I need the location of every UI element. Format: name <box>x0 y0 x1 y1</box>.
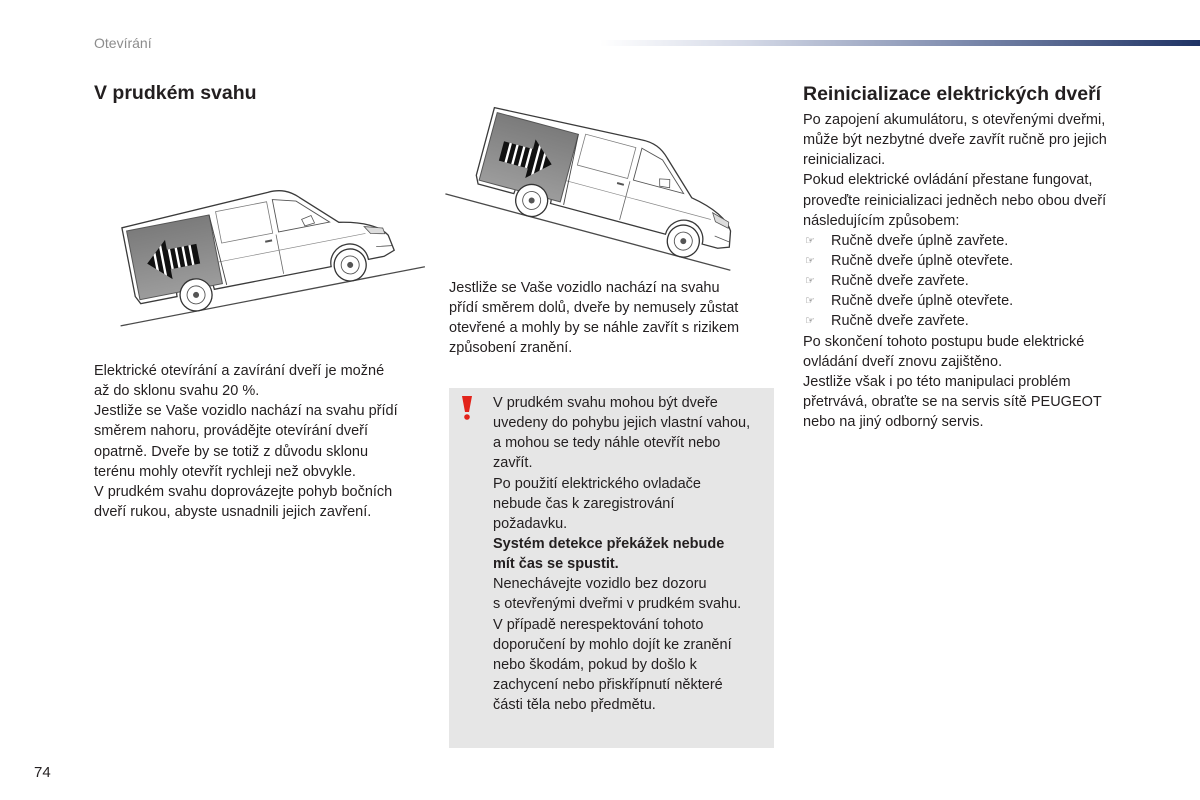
van-downhill-illustration <box>430 85 770 280</box>
warning-text <box>493 393 750 715</box>
page-number: 74 <box>34 764 51 781</box>
text-line: směrem nahoru, provádějte otevírání dveří <box>94 423 369 440</box>
text-line: Jestliže však i po této manipulaci problém <box>803 373 1071 390</box>
emphasis-paragraph <box>493 534 750 574</box>
text-line: nebude čas k zaregistrování <box>493 495 675 512</box>
text-line: nebo škodám, pokud by došlo k <box>493 656 697 673</box>
text-line: uvedeny do pohybu jejich vlastní vahou, <box>493 415 751 432</box>
reset-step <box>803 311 1107 331</box>
reset-step <box>803 251 1107 271</box>
pointing-hand-icon <box>805 311 815 331</box>
text-line: Jestliže se Vaše vozidlo nachází na svahu přídí <box>94 403 398 420</box>
text-line: může být nezbytné dveře zavřít ručně pro jejich <box>803 132 1107 149</box>
text-line: opatrně. Dveře by se totiž z důvodu sklonu <box>94 443 369 460</box>
text-line: V případě nerespektování tohoto <box>493 616 704 633</box>
text-line: otevřené a mohly by se náhle zavřít s rizikem <box>449 320 740 337</box>
text-line: V prudkém svahu mohou být dveře <box>493 395 718 411</box>
text-line: nebo na jiný odborný servis. <box>803 414 984 431</box>
step-text: Ručně dveře zavřete. <box>831 273 969 290</box>
downhill-text <box>449 278 739 359</box>
pointing-hand-icon <box>805 271 815 291</box>
text-line: následujícím způsobem: <box>803 212 960 229</box>
van-uphill-illustration <box>100 165 440 335</box>
text-line: Elektrické otevírání a zavírání dveří je možné <box>94 363 385 379</box>
text-line: Systém detekce překážek nebude <box>493 535 725 552</box>
text-line: terénu mohly otevřít rychleji než obvykle. <box>94 463 356 480</box>
step-text: Ručně dveře úplně otevřete. <box>831 293 1014 310</box>
reset-step <box>803 291 1107 311</box>
paragraph <box>94 482 398 522</box>
text-line: Po použití elektrického ovladače <box>493 475 701 492</box>
text-line: dveří rukou, abyste usnadnili jejich zavření. <box>94 503 372 520</box>
paragraph <box>94 361 398 401</box>
text-line: Po zapojení akumulátoru, s otevřenými dveřmi, <box>803 112 1106 128</box>
reset-step <box>803 231 1107 251</box>
section-title: Otevírání <box>94 35 152 51</box>
text-line: Po skončení tohoto postupu bude elektrické <box>803 333 1085 350</box>
text-line: požadavku. <box>493 515 568 532</box>
text-line: a mohou se tedy náhle otevřít nebo <box>493 435 721 452</box>
pointing-hand-icon <box>805 251 815 271</box>
text-line: zavřít. <box>493 455 533 472</box>
door-reset-heading: Reinicializace elektrických dveří <box>803 83 1102 105</box>
step-text: Ručně dveře zavřete. <box>831 313 969 330</box>
text-line: způsobení zranění. <box>449 340 573 357</box>
text-line: V prudkém svahu doprovázejte pohyb bočních <box>94 483 393 500</box>
paragraph <box>803 332 1107 372</box>
steep-slope-text <box>94 361 398 522</box>
text-line: Nenechávejte vozidlo bez dozoru <box>493 576 707 593</box>
text-line: až do sklonu svahu 20 %. <box>94 383 260 400</box>
paragraph <box>493 474 750 534</box>
paragraph <box>449 278 739 359</box>
warning-exclamation-icon <box>461 396 473 420</box>
step-text: Ručně dveře úplně zavřete. <box>831 232 1009 249</box>
text-line: zachycení nebo přiskřípnutí některé <box>493 676 723 693</box>
text-line: části těla nebo předmětu. <box>493 697 656 714</box>
text-line: mít čas se spustit. <box>493 556 619 573</box>
paragraph <box>493 615 750 716</box>
paragraph <box>803 372 1107 432</box>
text-line: Pokud elektrické ovládání přestane fungovat, <box>803 172 1093 189</box>
paragraph <box>94 401 398 482</box>
text-line: Jestliže se Vaše vozidlo nachází na svahu <box>449 280 720 296</box>
header-accent-bar <box>600 40 1200 46</box>
reset-steps-list <box>803 231 1107 332</box>
van <box>101 165 425 325</box>
door-reset-text <box>803 110 1107 432</box>
van <box>445 94 757 270</box>
paragraph <box>803 110 1107 170</box>
reset-step <box>803 271 1107 291</box>
paragraph <box>493 393 750 474</box>
text-line: přetrvává, obraťte se na servis sítě PEUGEOT <box>803 393 1102 410</box>
text-line: přídí směrem dolů, dveře by nemusely zůstat <box>449 300 739 317</box>
pointing-hand-icon <box>805 291 815 311</box>
paragraph <box>493 574 750 614</box>
pointing-hand-icon <box>805 231 815 251</box>
text-line: doporučení by mohlo dojít ke zranění <box>493 636 732 653</box>
text-line: proveďte reinicializaci jedněch nebo obou dveří <box>803 192 1107 209</box>
steep-slope-heading: V prudkém svahu <box>94 82 257 104</box>
text-line: ovládání dveří znovu zajištěno. <box>803 353 1003 370</box>
text-line: reinicializaci. <box>803 152 886 169</box>
warning-box <box>449 388 774 748</box>
paragraph <box>803 170 1107 230</box>
step-text: Ručně dveře úplně otevřete. <box>831 252 1014 269</box>
text-line: s otevřenými dveřmi v prudkém svahu. <box>493 596 742 613</box>
